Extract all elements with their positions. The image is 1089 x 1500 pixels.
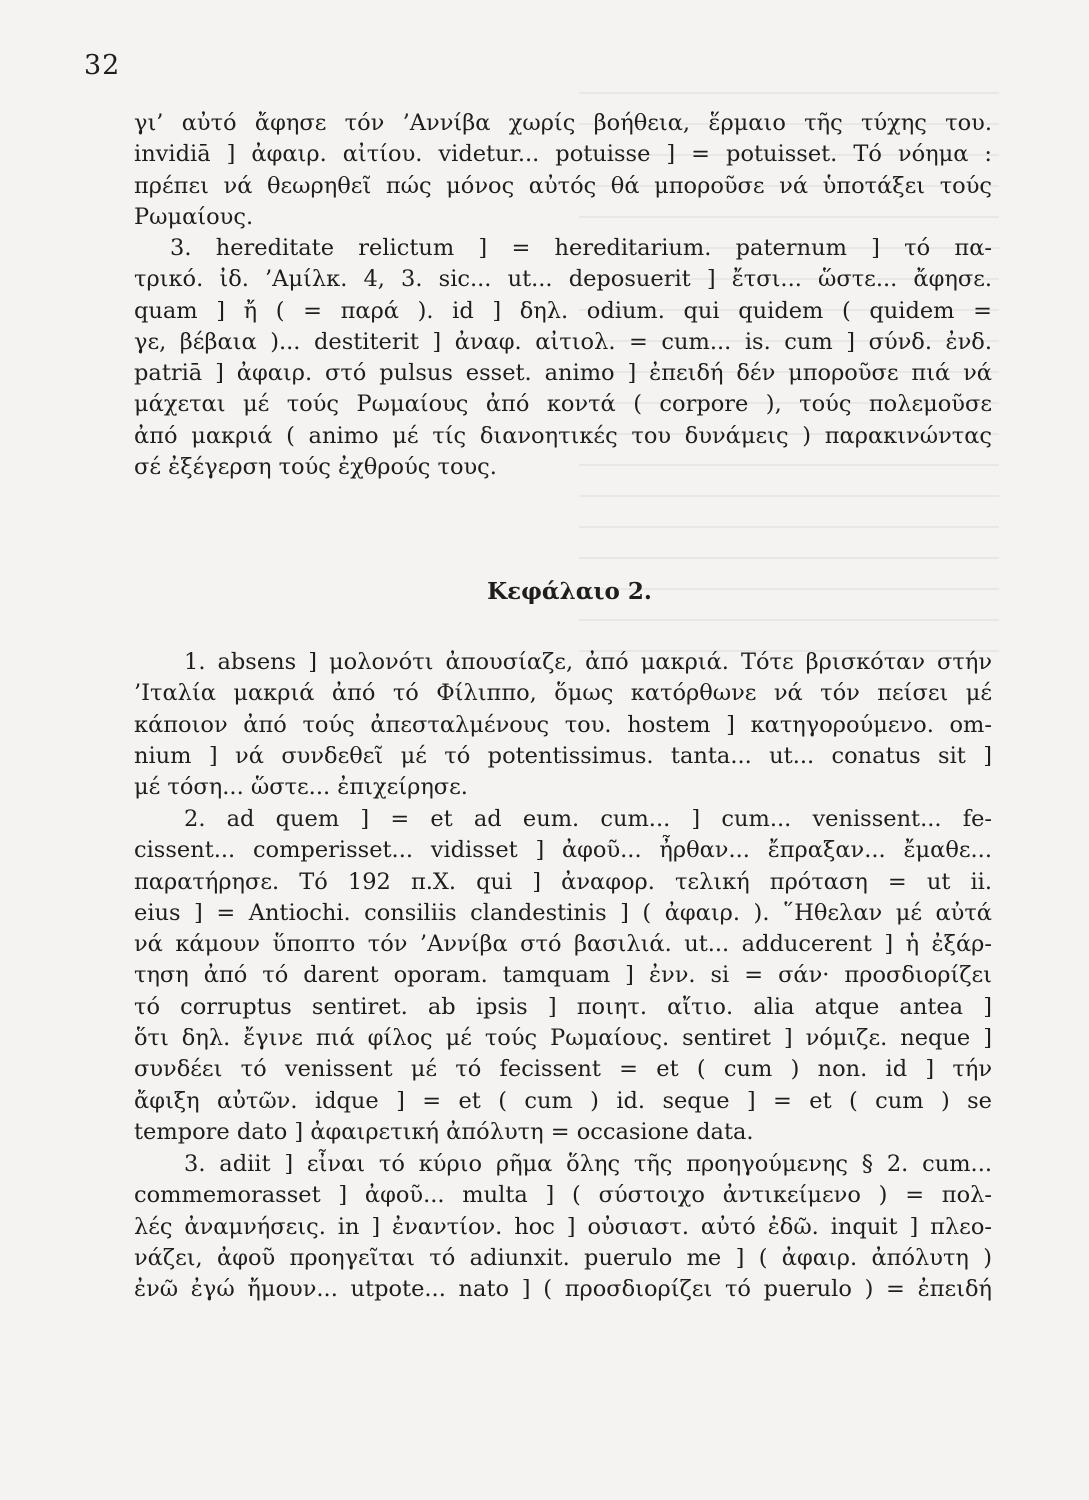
text-line: κάποιον ἀπό τούς ἀπεσταλμένους του. hostem ] κατηγορούμενο. om- bbox=[134, 711, 992, 738]
text-line: 2. ad quem ] = et ad eum. cum... ] cum... venissent... fe- bbox=[184, 806, 992, 832]
text-line: τό corruptus sentiret. ab ipsis ] ποιητ. αἴτιο. alia atque antea ] bbox=[134, 993, 992, 1020]
chapter-heading: Κεφάλαιο 2. bbox=[487, 578, 652, 605]
text-line: 3. hereditate relictum ] = hereditarium. paternum ] τό πα- bbox=[170, 235, 992, 261]
section-3-second-paragraph bbox=[134, 1149, 992, 1305]
text-line: γι’ αὐτό ἄφησε τόν ’Αννίβα χωρίς βοήθεια, ἕρμαιο τῆς τύχης του. bbox=[134, 110, 992, 136]
text-line: ἀπό μακριά ( animo μέ τίς διανοητικές του δυνάμεις ) παρακινώντας bbox=[134, 422, 992, 449]
text-line: λές ἀναμνήσεις. in ] ἐναντίον. hoc ] οὐσιαστ. αὐτό ἐδῶ. inquit ] πλεο- bbox=[134, 1213, 992, 1240]
text-line: νά κάμουν ὕποπτο τόν ’Αννίβα στό βασιλιά. ut... adducerent ] ἡ ἐξάρ- bbox=[134, 931, 992, 958]
text-line: τηση ἀπό τό darent oporam. tamquam ] ἐνν. si = σάν· προσδιορίζει bbox=[134, 962, 992, 989]
text-line: ’Ιταλία μακριά ἀπό τό Φίλιππο, ὅμως κατόρθωνε νά τόν πείσει μέ bbox=[134, 680, 992, 707]
text-line: cissent... comperisset... vidisset ] ἀφοῦ... ἦρθαν... ἔπραξαν... ἔμαθε... bbox=[134, 837, 992, 864]
text-line: quam ] ἤ ( = παρά ). id ] δηλ. odium. qui quidem ( quidem = bbox=[134, 297, 992, 324]
text-line: γε, βέβαια )... destiterit ] ἀναφ. αἰτιολ. = cum... is. cum ] σύνδ. ἐνδ. bbox=[134, 328, 992, 355]
section-1-paragraph bbox=[134, 647, 992, 803]
text-line: eius ] = Antiochi. consiliis clandestinis ] ( ἀφαιρ. ). ῞Ηθελαν μέ αὐτά bbox=[134, 899, 992, 926]
text-line: patriā ] ἀφαιρ. στό pulsus esset. animo ] ἐπειδή δέν μποροῦσε πιά νά bbox=[134, 360, 992, 387]
text-line: πρέπει νά θεωρηθεῖ πώς μόνος αὐτός θά μποροῦσε νά ὑποτάξει τούς bbox=[134, 172, 992, 199]
text-line: μέ τόση... ὥστε... ἐπιχείρησε. bbox=[134, 774, 468, 801]
section-2-paragraph bbox=[134, 804, 992, 1148]
text-line: ἄφιξη αὐτῶν. idque ] = et ( cum ) id. seque ] = et ( cum ) se bbox=[134, 1087, 992, 1114]
text-line: μάχεται μέ τούς Ρωμαίους ἀπό κοντά ( corpore ), τούς πολεμοῦσε bbox=[134, 391, 992, 418]
text-line: nium ] νά συνδεθεῖ μέ τό potentissimus. tanta... ut... conatus sit ] bbox=[134, 742, 992, 769]
text-line: 1. absens ] μολονότι ἀπουσίαζε, ἀπό μακριά. Τότε βρισκόταν στήν bbox=[184, 649, 992, 675]
text-line: σέ ἐξέγερση τούς ἐχθρούς τους. bbox=[134, 454, 497, 481]
intro-paragraph bbox=[134, 108, 992, 233]
text-line: ὅτι δηλ. ἔγινε πιά φίλος μέ τούς Ρωμαίους. sentiret ] νόμιζε. neque ] bbox=[134, 1025, 992, 1052]
text-line: συνδέει τό venissent μέ τό fecissent = et ( cum ) non. id ] τήν bbox=[134, 1056, 992, 1083]
page-number: 32 bbox=[84, 50, 121, 81]
text-line: παρατήρησε. Τό 192 π.Χ. qui ] ἀναφορ. τελική πρόταση = ut ii. bbox=[134, 868, 992, 895]
text-line: invidiā ] ἀφαιρ. αἰτίου. videtur... potuisse ] = potuisset. Τό νόημα : bbox=[134, 141, 992, 168]
text-line: νάζει, ἀφοῦ προηγεῖται τό adiunxit. puerulo me ] ( ἀφαιρ. ἀπόλυτη ) bbox=[134, 1244, 992, 1271]
text-line: ἐνῶ ἐγώ ἤμουν... utpote... nato ] ( προσδιορίζει τό puerulo ) = ἐπειδή bbox=[134, 1276, 992, 1303]
text-line: Ρωμαίους. bbox=[134, 203, 254, 230]
text-line: 3. adiit ] εἶναι τό κύριο ρῆμα ὅλης τῆς προηγούμενης § 2. cum... bbox=[184, 1151, 992, 1177]
text-line: τρικό. ἰδ. ’Αμίλκ. 4, 3. sic... ut... deposuerit ] ἔτσι... ὥστε... ἄφησε. bbox=[134, 266, 992, 293]
section-3-paragraph bbox=[134, 233, 992, 483]
text-line: commemorasset ] ἀφοῦ... multa ] ( σύστοιχο ἀντικείμενο ) = πολ- bbox=[134, 1182, 992, 1209]
text-line: tempore dato ] ἀφαιρετική ἀπόλυτη = occasione data. bbox=[134, 1118, 754, 1145]
